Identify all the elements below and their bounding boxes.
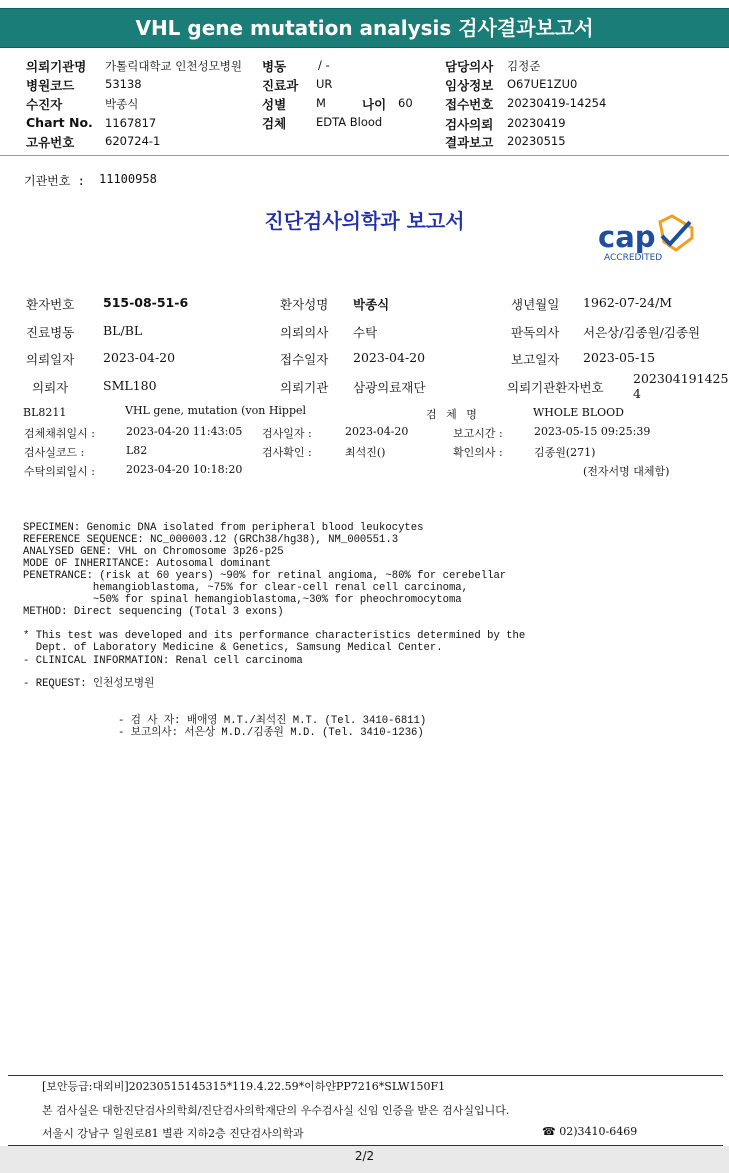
label-age: 나이 <box>362 97 387 112</box>
label-doctor: 담당의사 <box>445 59 494 74</box>
specimen-name-label: 검 체 명 <box>426 408 480 421</box>
value-chart-no: 1167817 <box>105 116 157 130</box>
lab-phone: ☎ 02)3410-6469 <box>542 1125 638 1138</box>
body-line: * This test was developed and its performance characteristics determined by the <box>23 630 526 642</box>
value-ward: / - <box>318 58 330 72</box>
label-requesting-doctor: 의뢰의사 <box>280 325 329 340</box>
certification-statement: 본 검사실은 대한진단검사의학회/진단검사의학재단의 우수검사실 신임 인증을 받은 검사실입니다. <box>42 1104 510 1117</box>
cap-logo-text: cap <box>598 220 656 254</box>
value-receipt-no: 20230419-14254 <box>507 96 607 110</box>
specimen-name-value: WHOLE BLOOD <box>533 406 624 419</box>
body-line: METHOD: Direct sequencing (Total 3 exons) <box>23 606 284 618</box>
body-line: Dept. of Laboratory Medicine & Genetics, Samsung Medical Center. <box>23 642 443 654</box>
body-line: ANALYSED GENE: VHL on Chromosome 3p26-p25 <box>23 546 284 558</box>
value-received-time: 2023-04-20 10:18:20 <box>126 463 243 476</box>
specimen-block <box>23 510 506 630</box>
body-line: PENETRANCE: (risk at 60 years) ~90% for retinal angioma, ~80% for cerebellar <box>23 570 507 582</box>
label-specimen: 검체 <box>262 116 287 131</box>
report-title: 진단검사의학과 보고서 <box>264 209 465 233</box>
value-requesting-doctor: 수탁 <box>353 325 378 340</box>
label-received-time: 수탁의뢰일시 : <box>24 465 95 478</box>
test-code: BL8211 <box>23 406 67 419</box>
value-result-report: 20230515 <box>507 134 566 148</box>
label-test-confirm: 검사확인 : <box>262 446 312 459</box>
value-clinical-info: O67UE1ZU0 <box>507 77 578 91</box>
label-ward: 병동 <box>262 59 287 74</box>
value-doctor: 김정준 <box>507 59 541 73</box>
value-patient: 박종식 <box>105 97 139 111</box>
value-unique-id: 620724-1 <box>105 134 161 148</box>
label-sex: 성별 <box>262 97 287 112</box>
value-org-patient-number-cont: 4 <box>633 386 641 401</box>
label-chart-no: Chart No. <box>26 115 93 130</box>
value-specimen: EDTA Blood <box>316 115 383 129</box>
label-confirm-doctor: 확인의사 : <box>453 446 503 459</box>
label-unique-id: 고유번호 <box>26 135 75 150</box>
cap-logo-subtext: ACCREDITED <box>604 253 663 263</box>
page-number: 2/2 <box>354 1149 375 1163</box>
label-requester: 의뢰자 <box>32 380 69 395</box>
body-line: hemangioblastoma, ~75% for clear-cell renal cell carcinoma, <box>23 582 469 594</box>
value-lab-code: L82 <box>126 444 148 457</box>
value-report-time: 2023-05-15 09:25:39 <box>534 425 651 438</box>
label-test-request: 검사의뢰 <box>445 117 494 132</box>
label-reading-doctor: 판독의사 <box>511 325 560 340</box>
label-patient-number: 환자번호 <box>26 297 75 312</box>
request-line: - REQUEST: 인천성모병원 <box>23 678 155 690</box>
value-age: 60 <box>398 96 413 110</box>
label-test-date: 검사일자 : <box>262 427 312 440</box>
footer-divider-top <box>8 1075 723 1076</box>
label-result-report: 결과보고 <box>445 135 494 150</box>
label-request-date: 의뢰일자 <box>26 352 75 367</box>
staff-block <box>118 703 426 751</box>
body-line: SPECIMEN: Genomic DNA isolated from peripheral blood leukocytes <box>23 522 424 534</box>
label-department: 진료과 <box>262 78 299 93</box>
label-receipt-no: 접수번호 <box>445 97 494 112</box>
value-org-patient-number: 202304191425 <box>633 371 729 386</box>
label-receipt-date: 접수일자 <box>280 352 329 367</box>
staff-line: - 검 사 자: 배애영 M.T./최석진 M.T. (Tel. 3410-6811) <box>118 715 427 727</box>
value-requester: SML180 <box>103 378 157 393</box>
value-department: UR <box>316 77 333 91</box>
body-line: MODE OF INHERITANCE: Autosomal dominant <box>23 558 271 570</box>
value-confirm-doctor: 김종원(271) <box>534 446 596 459</box>
label-org-patient-number: 의뢰기관환자번호 <box>507 380 604 395</box>
label-patient: 수진자 <box>26 97 63 112</box>
cap-accredited-logo <box>596 214 698 266</box>
label-report-date: 보고일자 <box>511 352 560 367</box>
clinical-information: - CLINICAL INFORMATION: Renal cell carcinoma <box>23 655 303 667</box>
label-requesting-institution: 의뢰기관명 <box>26 59 87 74</box>
label-lab-code: 검사실코드 : <box>24 446 85 459</box>
value-requesting-institution: 가톨릭대학교 인천성모병원 <box>105 59 242 73</box>
value-requesting-org: 삼광의료재단 <box>353 380 426 395</box>
value-hospital-code: 53138 <box>105 77 142 91</box>
label-hospital-code: 병원코드 <box>26 78 75 93</box>
institution-value: 11100958 <box>99 172 157 186</box>
report-header-title: VHL gene mutation analysis 검사결과보고서 <box>135 16 594 40</box>
value-patient-name: 박종식 <box>353 297 390 312</box>
value-collection-time: 2023-04-20 11:43:05 <box>126 425 243 438</box>
value-sex: M <box>316 96 326 110</box>
value-birth-date: 1962-07-24/M <box>583 295 673 310</box>
test-name: VHL gene, mutation (von Hippel <box>125 404 307 417</box>
value-reading-doctor: 서은상/김종원/김종원 <box>583 325 701 340</box>
header-divider <box>0 155 729 156</box>
body-line: ~50% for spinal hemangioblastoma,~30% for pheochromocytoma <box>23 594 462 606</box>
value-report-date: 2023-05-15 <box>583 350 656 365</box>
label-collection-time: 검체채취일시 : <box>24 427 95 440</box>
security-line: [보안등급:대외비]20230515145315*119.4.22.59*이하얀PP7216*SLW150F1 <box>42 1080 446 1093</box>
value-ward-unit: BL/BL <box>103 323 143 338</box>
label-birth-date: 생년월일 <box>511 297 560 312</box>
value-test-confirm: 최석진() <box>345 446 386 459</box>
body-line: REFERENCE SEQUENCE: NC_000003.12 (GRCh38/hg38), NM_000551.3 <box>23 534 399 546</box>
label-ward-unit: 진료병동 <box>26 325 75 340</box>
value-request-date: 2023-04-20 <box>103 350 176 365</box>
electronic-signature-note: (전자서명 대체함) <box>583 465 670 478</box>
value-test-date: 2023-04-20 <box>345 425 409 438</box>
value-receipt-date: 2023-04-20 <box>353 350 426 365</box>
label-requesting-org: 의뢰기관 <box>280 380 329 395</box>
label-clinical-info: 임상정보 <box>445 78 494 93</box>
lab-address: 서울시 강남구 일원로81 별관 지하2층 진단검사의학과 <box>42 1127 304 1140</box>
staff-line: - 보고의사: 서은상 M.D./김종원 M.D. (Tel. 3410-1236) <box>118 727 424 739</box>
value-patient-number: 515-08-51-6 <box>103 295 189 310</box>
label-patient-name: 환자성명 <box>280 297 329 312</box>
value-test-request: 20230419 <box>507 116 566 130</box>
label-report-time: 보고시간 : <box>453 427 503 440</box>
institution-label: 기관번호 : <box>24 174 85 188</box>
